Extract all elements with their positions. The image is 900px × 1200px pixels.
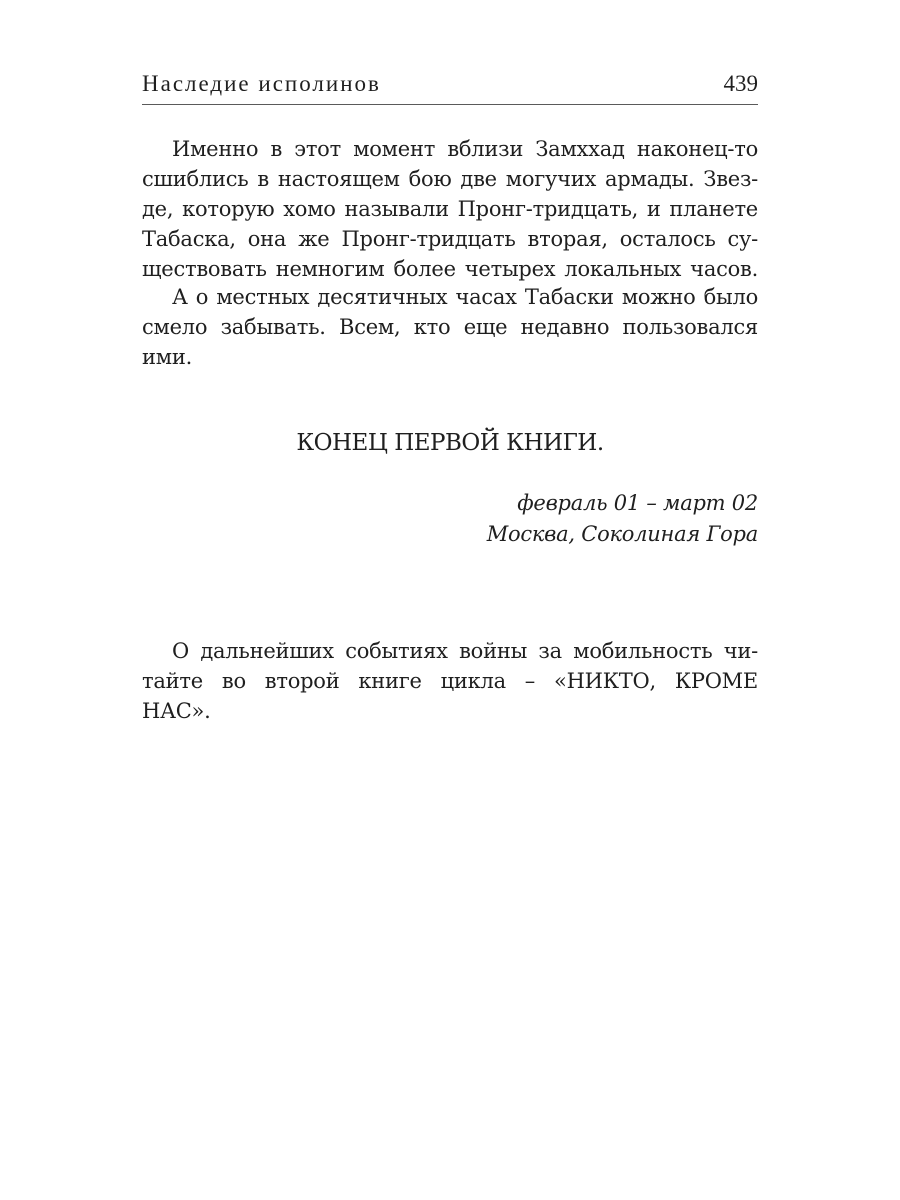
paragraph-line: Именно в этот момент вблизи Замххад наконец-то: [172, 137, 758, 161]
page-number: 439: [723, 71, 758, 96]
date-place-signature: [142, 488, 758, 550]
paragraph-line: сшиблись в настоящем бою две могучих армады. Звез-: [142, 167, 758, 191]
paragraph-line: тайте во второй книге цикла – «НИКТО, КРОМЕ: [142, 669, 758, 693]
running-title: Наследие исполинов: [142, 71, 381, 96]
afterword-paragraph: [142, 636, 758, 726]
paragraph-line: О дальнейших событиях войны за мобильность чи-: [172, 639, 758, 663]
paragraph-line: А о местных десятичных часах Табаски можно было: [172, 285, 758, 309]
paragraph-line: де, которую хомо называли Пронг-тридцать, и планете: [142, 197, 758, 221]
date-line: февраль 01 – март 02: [517, 491, 758, 515]
running-header: [142, 70, 758, 105]
book-end-heading: КОНЕЦ ПЕРВОЙ КНИГИ.: [296, 430, 604, 456]
paragraph-1: [142, 134, 758, 284]
paragraph-2: [142, 282, 758, 372]
paragraph-line: смело забывать. Всем, кто еще недавно пользовался: [142, 315, 758, 339]
place-line: Москва, Соколиная Гора: [486, 522, 758, 546]
paragraph-line: НАС».: [142, 699, 211, 723]
paragraph-line: ими.: [142, 345, 193, 369]
paragraph-line: ществовать немногим более четырех локальных часов.: [142, 257, 758, 281]
paragraph-line: Табаска, она же Пронг-тридцать вторая, осталось су-: [142, 227, 758, 251]
